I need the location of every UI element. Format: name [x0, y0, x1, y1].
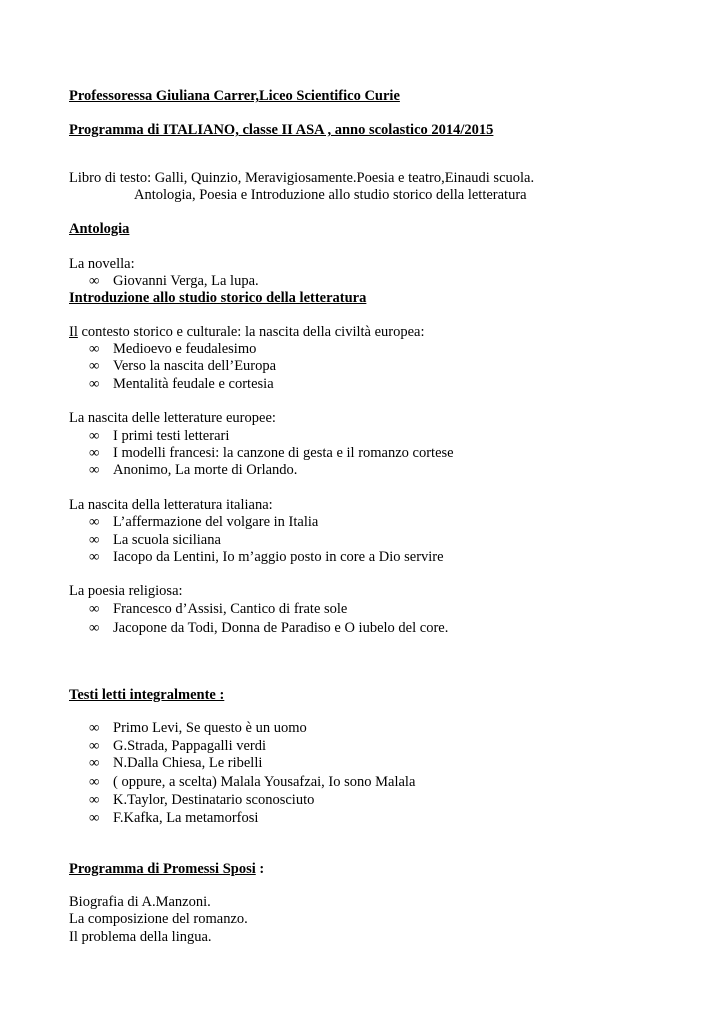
list-item-text: F.Kafka, La metamorfosi [113, 810, 259, 826]
list-item-text: L’affermazione del volgare in Italia [113, 514, 319, 530]
promessi-line: Biografia di A.Manzoni. [69, 894, 211, 910]
textbook-line-1: Libro di testo: Galli, Quinzio, Meravigiosamente.Poesia e teatro,Einaudi scuola. [69, 170, 535, 186]
introduzione-heading: Introduzione allo studio storico della letteratura [69, 290, 367, 306]
list-item-text: Verso la nascita dell’Europa [113, 358, 277, 374]
bullet-icon: ∞ [89, 738, 100, 754]
contesto-label-start: Il [69, 324, 78, 340]
bullet-icon: ∞ [89, 774, 100, 790]
testi-heading: Testi letti integralmente : [69, 687, 225, 703]
list-item-text: G.Strada, Pappagalli verdi [113, 738, 267, 754]
list-item-text: Jacopone da Todi, Donna de Paradiso e O iubelo del core. [113, 620, 449, 636]
bullet-icon: ∞ [89, 792, 100, 808]
bullet-icon: ∞ [89, 720, 100, 736]
bullet-icon: ∞ [89, 601, 100, 617]
promessi-heading-colon: : [255, 861, 265, 877]
promessi-heading-text: Programma di Promessi Sposi [69, 861, 256, 877]
europee-label: La nascita delle letterature europee: [69, 410, 276, 426]
list-item-text: Mentalità feudale e cortesia [113, 376, 274, 392]
list-item-text: Francesco d’Assisi, Cantico di frate sole [113, 601, 348, 617]
contesto-label [69, 323, 425, 341]
bullet-icon: ∞ [89, 532, 100, 548]
novella-label: La novella: [69, 256, 135, 272]
list-item-text: La scuola siciliana [113, 532, 221, 548]
bullet-icon: ∞ [89, 620, 100, 636]
author-line: Professoressa Giuliana Carrer,Liceo Scientifico Curie [69, 88, 400, 104]
promessi-heading [69, 860, 264, 878]
list-item-text: N.Dalla Chiesa, Le ribelli [113, 755, 263, 771]
bullet-icon: ∞ [89, 341, 100, 357]
list-item-text: Primo Levi, Se questo è un uomo [113, 720, 307, 736]
list-item-text: Iacopo da Lentini, Io m’aggio posto in core a Dio servire [113, 549, 444, 565]
bullet-icon: ∞ [89, 810, 100, 826]
promessi-line: Il problema della lingua. [69, 929, 212, 945]
religiosa-label: La poesia religiosa: [69, 583, 183, 599]
bullet-icon: ∞ [89, 462, 100, 478]
bullet-icon: ∞ [89, 549, 100, 565]
textbook-line-2: Antologia, Poesia e Introduzione allo studio storico della letteratura [134, 187, 527, 203]
list-item-text: I modelli francesi: la canzone di gesta e il romanzo cortese [113, 445, 454, 461]
list-item-text: Giovanni Verga, La lupa. [113, 273, 259, 289]
program-title: Programma di ITALIANO, classe II ASA , anno scolastico 2014/2015 [69, 122, 494, 138]
list-item-text: Anonimo, La morte di Orlando. [113, 462, 298, 478]
promessi-line: La composizione del romanzo. [69, 911, 248, 927]
italiana-label: La nascita della letteratura italiana: [69, 497, 273, 513]
antologia-heading: Antologia [69, 221, 130, 237]
bullet-icon: ∞ [89, 428, 100, 444]
bullet-icon: ∞ [89, 273, 100, 289]
list-item-text: ( oppure, a scelta) Malala Yousafzai, Io sono Malala [113, 774, 416, 790]
list-item-text: I primi testi letterari [113, 428, 230, 444]
list-item-text: K.Taylor, Destinatario sconosciuto [113, 792, 315, 808]
bullet-icon: ∞ [89, 376, 100, 392]
bullet-icon: ∞ [89, 514, 100, 530]
bullet-icon: ∞ [89, 358, 100, 374]
bullet-icon: ∞ [89, 755, 100, 771]
contesto-label-rest: contesto storico e culturale: la nascita della civiltà europea: [77, 324, 425, 340]
list-item-text: Medioevo e feudalesimo [113, 341, 257, 357]
bullet-icon: ∞ [89, 445, 100, 461]
